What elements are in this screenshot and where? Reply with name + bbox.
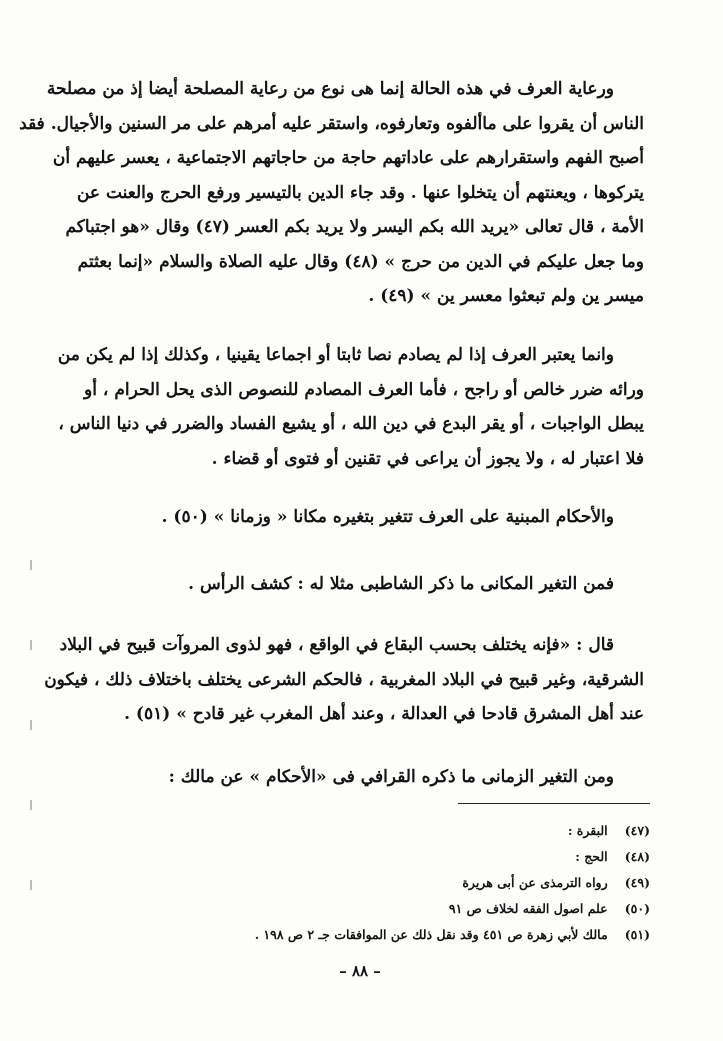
footnote-text: علم اصول الفقه لخلاف ص ٩١ xyxy=(448,901,608,916)
paragraph-5 xyxy=(44,628,644,732)
footnote xyxy=(240,896,650,922)
footnote-text: الحج : xyxy=(575,849,608,864)
footnote-number: (٤٧) xyxy=(624,823,650,838)
paragraph-line: فلا اعتبار له ، ولا يجوز أن يراعى في تقنين أو فتوى أو قضاء . xyxy=(211,448,644,469)
footnote-number: (٥١) xyxy=(624,927,650,942)
page-number: – ٨٨ – xyxy=(339,962,381,980)
scan-artifact xyxy=(30,640,32,650)
paragraph-2 xyxy=(57,338,644,476)
paragraph-line: ورعاية العرف في هذه الحالة إنما هى نوع من رعاية المصلحة أيضا إذ من مصلحة xyxy=(46,79,614,99)
footnote xyxy=(240,870,650,896)
paragraph-line: عند أهل المشرق قادحا في العدالة ، وعند أهل المغرب غير قادح » (٥١) . xyxy=(124,704,644,724)
paragraph-1 xyxy=(19,72,644,314)
footnote xyxy=(240,844,650,870)
paragraph-line: قال : «فإنه يختلف بحسب البقاع في الواقع ، فهو لذوى المروآت قبيح في البلاد xyxy=(59,635,614,655)
paragraph-4 xyxy=(84,567,644,602)
paragraph-6 xyxy=(84,760,644,795)
paragraph-line: ميسر ين ولم تبعثوا معسر ين » (٤٩) . xyxy=(368,286,644,306)
paragraph-line: وانما يعتبر العرف إذا لم يصادم نصا ثابتا أو اجماعا يقينيا ، وكذلك إذا لم يكن من xyxy=(57,345,614,365)
footnotes xyxy=(240,818,650,948)
paragraph-line: أصبح الفهم واستقرارهم على عاداتهم حاجة من حاجاتهم الاجتماعية ، يعسر عليهم أن xyxy=(52,148,644,168)
footnote-text: مالك لأبي زهرة ص ٤٥١ وقد نقل ذلك عن الموافقات جـ ٢ ص ١٩٨ . xyxy=(254,927,608,942)
footnote xyxy=(240,818,650,844)
footnote-number: (٤٩) xyxy=(624,875,650,890)
paragraph-line: وما جعل عليكم في الدين من حرج » (٤٨) وقال عليه الصلاة والسلام «إنما بعثتم xyxy=(77,251,644,272)
footnote-separator xyxy=(458,803,650,804)
footnote xyxy=(240,922,650,948)
paragraph-line: والأحكام المبنية على العرف تتغير بتغيره مكانا « وزمانا » (٥٠) . xyxy=(161,507,614,527)
scan-artifact xyxy=(30,720,32,730)
footnote-number: (٥٠) xyxy=(624,901,650,916)
footnote-number: (٤٨) xyxy=(624,849,650,864)
paragraph-line: يتركوها ، ويعنتهم أن يتخلوا عنها . وقد جاء الدين بالتيسير ورفع الحرج والعنت عن xyxy=(76,182,644,203)
paragraph-line: الأمة ، قال تعالى «يريد الله بكم اليسر ولا يريد بكم العسر (٤٧) وقال «هو اجتباكم xyxy=(65,217,644,237)
paragraph-line: ورائه ضرر خالص أو راجح ، فأما العرف المصادم للنصوص الذى يحل الحرام ، أو xyxy=(84,379,644,400)
paragraph-line: الشرقية، وغير قبيح في البلاد المغربية ، فالحكم الشرعى يختلف باختلاف ذلك ، فيكون xyxy=(44,669,644,690)
paragraph-3 xyxy=(84,500,644,535)
scan-artifact xyxy=(30,880,32,890)
scan-artifact xyxy=(30,800,32,810)
paragraph-line: ومن التغير الزمانى ما ذكره القرافي فى «الأحكام » عن مالك : xyxy=(168,767,614,787)
paragraph-line: فمن التغير المكانى ما ذكر الشاطبى مثلا له : كشف الرأس . xyxy=(188,574,614,594)
footnote-text: رواه الترمذى عن أبى هريرة xyxy=(462,875,608,890)
paragraph-line: الناس أن يقروا على ماألفوه وتعارفوه، واستقر عليه أمرهم على مر السنين والأجيال. فقد xyxy=(19,113,644,134)
scan-artifact xyxy=(30,560,32,570)
footnote-text: البقرة : xyxy=(567,823,608,838)
paragraph-line: يبطل الواجبات ، أو يقر البدع في دين الله ، أو يشيع الفساد والضرر في دنيا الناس ، xyxy=(58,414,644,434)
